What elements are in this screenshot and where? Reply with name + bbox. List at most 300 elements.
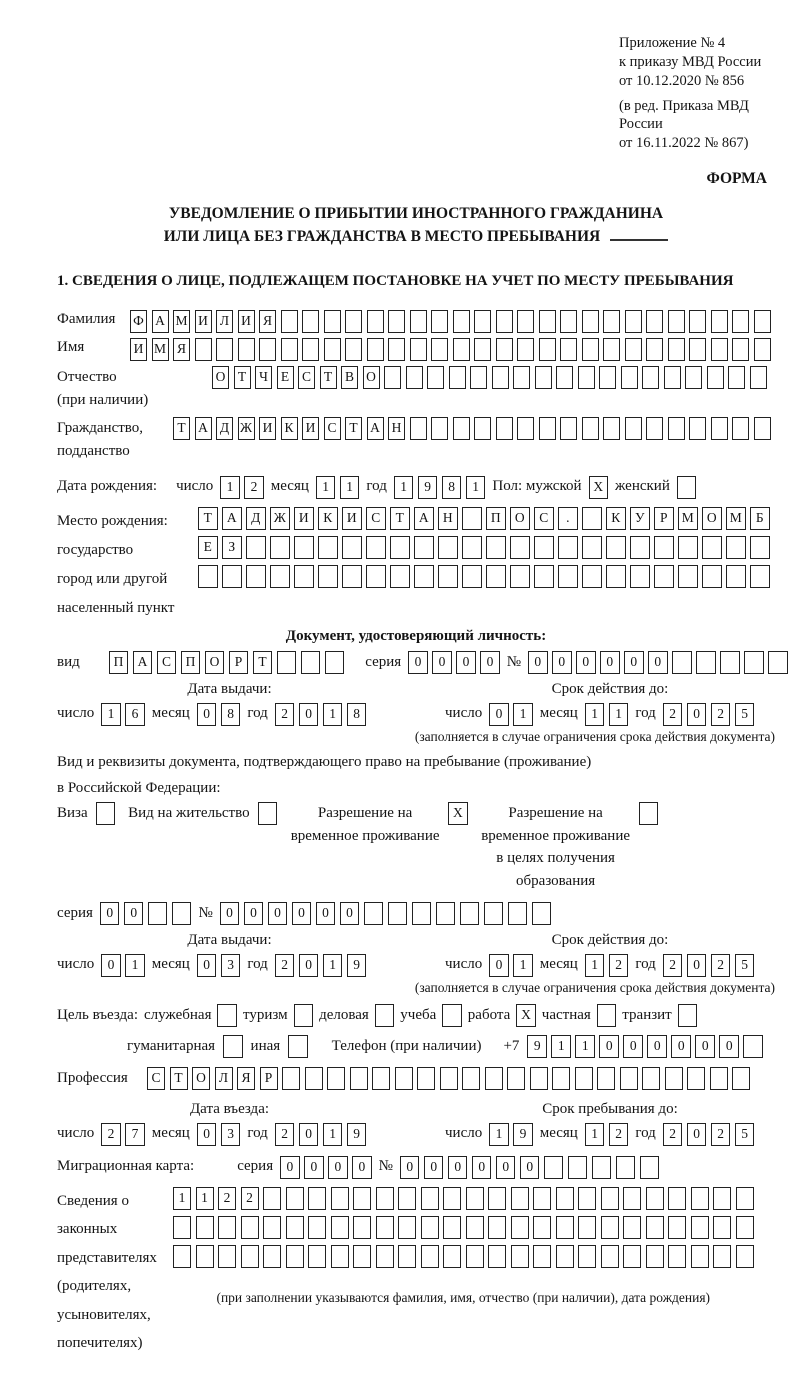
form-cell[interactable] <box>654 565 674 588</box>
form-cell[interactable] <box>442 1004 462 1027</box>
form-cell[interactable] <box>438 565 458 588</box>
form-cell[interactable]: 0 <box>671 1035 691 1058</box>
form-cell[interactable] <box>440 1067 458 1090</box>
form-cell[interactable] <box>530 1067 548 1090</box>
form-cell[interactable]: 5 <box>735 954 755 977</box>
form-cell[interactable]: О <box>363 366 380 389</box>
form-cell[interactable] <box>668 310 685 333</box>
form-cell[interactable] <box>438 536 458 559</box>
form-cell[interactable] <box>449 366 466 389</box>
form-cell[interactable]: 2 <box>663 954 683 977</box>
form-cell[interactable] <box>466 1245 484 1268</box>
form-cell[interactable] <box>488 1216 506 1239</box>
form-cell[interactable]: 2 <box>241 1187 259 1210</box>
form-cell[interactable] <box>732 417 749 440</box>
form-cell[interactable] <box>623 1216 641 1239</box>
form-cell[interactable] <box>345 338 362 361</box>
form-cell[interactable] <box>453 417 470 440</box>
form-cell[interactable]: 1 <box>489 1123 509 1146</box>
form-cell[interactable]: X <box>448 802 468 825</box>
form-cell[interactable]: С <box>147 1067 165 1090</box>
form-cell[interactable] <box>534 536 554 559</box>
form-cell[interactable]: 0 <box>528 651 548 674</box>
form-cell[interactable] <box>222 565 242 588</box>
form-cell[interactable]: 0 <box>687 1123 707 1146</box>
form-cell[interactable] <box>592 1156 612 1179</box>
form-cell[interactable] <box>711 417 728 440</box>
form-cell[interactable]: 0 <box>480 651 500 674</box>
form-cell[interactable] <box>646 1216 664 1239</box>
form-cell[interactable] <box>511 1245 529 1268</box>
form-cell[interactable] <box>533 1216 551 1239</box>
form-cell[interactable]: И <box>302 417 319 440</box>
form-cell[interactable] <box>732 310 749 333</box>
form-cell[interactable]: 1 <box>323 1123 343 1146</box>
form-cell[interactable] <box>496 338 513 361</box>
form-cell[interactable]: 0 <box>408 651 428 674</box>
form-cell[interactable] <box>582 565 602 588</box>
form-cell[interactable]: 0 <box>197 1123 217 1146</box>
form-cell[interactable]: С <box>298 366 315 389</box>
form-cell[interactable] <box>689 338 706 361</box>
form-cell[interactable]: 0 <box>719 1035 739 1058</box>
form-cell[interactable] <box>639 802 659 825</box>
form-cell[interactable] <box>263 1245 281 1268</box>
form-cell[interactable] <box>556 1187 574 1210</box>
form-cell[interactable] <box>388 338 405 361</box>
form-cell[interactable] <box>367 310 384 333</box>
form-cell[interactable]: 5 <box>735 703 755 726</box>
form-cell[interactable] <box>720 651 740 674</box>
form-cell[interactable]: 0 <box>496 1156 516 1179</box>
form-cell[interactable]: Е <box>277 366 294 389</box>
form-cell[interactable] <box>431 310 448 333</box>
form-cell[interactable] <box>630 536 650 559</box>
form-cell[interactable]: X <box>589 476 609 499</box>
form-cell[interactable]: П <box>109 651 129 674</box>
form-cell[interactable]: Я <box>259 310 276 333</box>
form-cell[interactable]: 1 <box>125 954 145 977</box>
form-cell[interactable]: 2 <box>244 476 264 499</box>
form-cell[interactable] <box>366 536 386 559</box>
form-cell[interactable]: 0 <box>489 703 509 726</box>
form-cell[interactable] <box>353 1187 371 1210</box>
form-cell[interactable] <box>568 1156 588 1179</box>
form-cell[interactable]: 0 <box>687 954 707 977</box>
form-cell[interactable]: 1 <box>585 954 605 977</box>
form-cell[interactable]: 1 <box>585 703 605 726</box>
form-cell[interactable] <box>689 417 706 440</box>
form-cell[interactable] <box>258 802 278 825</box>
form-cell[interactable] <box>606 565 626 588</box>
form-cell[interactable]: 0 <box>244 902 264 925</box>
form-cell[interactable]: Т <box>173 417 190 440</box>
form-cell[interactable] <box>238 338 255 361</box>
form-cell[interactable] <box>678 536 698 559</box>
form-cell[interactable] <box>620 1067 638 1090</box>
form-cell[interactable]: 0 <box>520 1156 540 1179</box>
form-cell[interactable]: X <box>516 1004 536 1027</box>
form-cell[interactable] <box>707 366 724 389</box>
form-cell[interactable]: А <box>133 651 153 674</box>
form-cell[interactable] <box>750 366 767 389</box>
form-cell[interactable]: 2 <box>711 703 731 726</box>
form-cell[interactable] <box>582 338 599 361</box>
form-cell[interactable] <box>582 417 599 440</box>
form-cell[interactable]: Б <box>750 507 770 530</box>
form-cell[interactable] <box>196 1245 214 1268</box>
form-cell[interactable]: Д <box>216 417 233 440</box>
form-cell[interactable] <box>218 1245 236 1268</box>
form-cell[interactable] <box>668 417 685 440</box>
form-cell[interactable] <box>302 338 319 361</box>
form-cell[interactable] <box>539 417 556 440</box>
form-cell[interactable]: 0 <box>292 902 312 925</box>
form-cell[interactable]: 0 <box>280 1156 300 1179</box>
form-cell[interactable] <box>453 338 470 361</box>
form-cell[interactable] <box>259 338 276 361</box>
form-cell[interactable] <box>603 417 620 440</box>
form-cell[interactable]: М <box>152 338 169 361</box>
form-cell[interactable] <box>621 366 638 389</box>
form-cell[interactable] <box>388 310 405 333</box>
form-cell[interactable] <box>443 1187 461 1210</box>
form-cell[interactable]: 1 <box>196 1187 214 1210</box>
form-cell[interactable]: Ф <box>130 310 147 333</box>
form-cell[interactable] <box>533 1187 551 1210</box>
form-cell[interactable]: Е <box>198 536 218 559</box>
form-cell[interactable]: К <box>281 417 298 440</box>
form-cell[interactable] <box>664 366 681 389</box>
form-cell[interactable]: 0 <box>489 954 509 977</box>
form-cell[interactable] <box>390 565 410 588</box>
form-cell[interactable] <box>625 417 642 440</box>
form-cell[interactable] <box>710 1067 728 1090</box>
form-cell[interactable] <box>331 1187 349 1210</box>
form-cell[interactable] <box>198 565 218 588</box>
form-cell[interactable] <box>342 565 362 588</box>
form-cell[interactable]: И <box>259 417 276 440</box>
form-cell[interactable]: 0 <box>340 902 360 925</box>
form-cell[interactable]: 1 <box>173 1187 191 1210</box>
form-cell[interactable]: О <box>510 507 530 530</box>
form-cell[interactable] <box>331 1245 349 1268</box>
form-cell[interactable] <box>544 1156 564 1179</box>
form-cell[interactable]: 1 <box>551 1035 571 1058</box>
form-cell[interactable]: Т <box>320 366 337 389</box>
form-cell[interactable] <box>711 310 728 333</box>
form-cell[interactable] <box>575 1067 593 1090</box>
form-cell[interactable] <box>410 310 427 333</box>
form-cell[interactable]: 0 <box>328 1156 348 1179</box>
form-cell[interactable] <box>466 1187 484 1210</box>
form-cell[interactable] <box>436 902 456 925</box>
form-cell[interactable]: 0 <box>197 703 217 726</box>
form-cell[interactable] <box>324 310 341 333</box>
form-cell[interactable] <box>486 536 506 559</box>
form-cell[interactable] <box>513 366 530 389</box>
form-cell[interactable] <box>603 310 620 333</box>
form-cell[interactable] <box>640 1156 660 1179</box>
form-cell[interactable] <box>376 1216 394 1239</box>
form-cell[interactable]: 9 <box>347 954 367 977</box>
form-cell[interactable]: М <box>726 507 746 530</box>
form-cell[interactable] <box>736 1216 754 1239</box>
form-cell[interactable] <box>327 1067 345 1090</box>
form-cell[interactable] <box>691 1187 709 1210</box>
form-cell[interactable] <box>616 1156 636 1179</box>
form-cell[interactable] <box>668 1245 686 1268</box>
form-cell[interactable]: 0 <box>299 1123 319 1146</box>
form-cell[interactable]: Л <box>216 310 233 333</box>
form-cell[interactable]: 9 <box>513 1123 533 1146</box>
form-cell[interactable]: Н <box>438 507 458 530</box>
form-cell[interactable]: 8 <box>442 476 462 499</box>
form-cell[interactable]: К <box>606 507 626 530</box>
form-cell[interactable] <box>711 338 728 361</box>
form-cell[interactable] <box>281 310 298 333</box>
form-cell[interactable] <box>217 1004 237 1027</box>
form-cell[interactable] <box>376 1245 394 1268</box>
form-cell[interactable] <box>412 902 432 925</box>
form-cell[interactable]: И <box>130 338 147 361</box>
form-cell[interactable] <box>517 338 534 361</box>
form-cell[interactable] <box>406 366 423 389</box>
form-cell[interactable] <box>294 1004 314 1027</box>
form-cell[interactable]: А <box>414 507 434 530</box>
form-cell[interactable] <box>372 1067 390 1090</box>
form-cell[interactable]: И <box>342 507 362 530</box>
form-cell[interactable] <box>484 902 504 925</box>
form-cell[interactable] <box>318 536 338 559</box>
form-cell[interactable] <box>599 366 616 389</box>
form-cell[interactable] <box>398 1216 416 1239</box>
form-cell[interactable] <box>713 1216 731 1239</box>
form-cell[interactable]: 1 <box>609 703 629 726</box>
form-cell[interactable]: 3 <box>221 954 241 977</box>
form-cell[interactable]: 2 <box>663 1123 683 1146</box>
form-cell[interactable] <box>743 1035 763 1058</box>
form-cell[interactable] <box>270 536 290 559</box>
form-cell[interactable] <box>286 1187 304 1210</box>
form-cell[interactable] <box>578 1187 596 1210</box>
form-cell[interactable] <box>488 1245 506 1268</box>
form-cell[interactable] <box>277 651 297 674</box>
form-cell[interactable]: 9 <box>418 476 438 499</box>
form-cell[interactable]: 2 <box>609 954 629 977</box>
form-cell[interactable] <box>427 366 444 389</box>
form-cell[interactable] <box>390 536 410 559</box>
form-cell[interactable] <box>556 366 573 389</box>
form-cell[interactable] <box>294 565 314 588</box>
form-cell[interactable]: 0 <box>352 1156 372 1179</box>
form-cell[interactable]: В <box>341 366 358 389</box>
form-cell[interactable]: С <box>366 507 386 530</box>
form-cell[interactable] <box>646 1187 664 1210</box>
form-cell[interactable] <box>288 1035 308 1058</box>
form-cell[interactable]: 0 <box>687 703 707 726</box>
form-cell[interactable]: 2 <box>101 1123 121 1146</box>
form-cell[interactable] <box>325 651 345 674</box>
form-cell[interactable] <box>728 366 745 389</box>
form-cell[interactable] <box>713 1187 731 1210</box>
form-cell[interactable] <box>750 536 770 559</box>
form-cell[interactable] <box>353 1245 371 1268</box>
form-cell[interactable]: 1 <box>513 703 533 726</box>
form-cell[interactable]: 2 <box>711 954 731 977</box>
form-cell[interactable] <box>511 1187 529 1210</box>
form-cell[interactable] <box>173 1245 191 1268</box>
form-cell[interactable] <box>286 1216 304 1239</box>
form-cell[interactable]: А <box>222 507 242 530</box>
form-cell[interactable]: О <box>192 1067 210 1090</box>
form-cell[interactable]: 0 <box>648 651 668 674</box>
form-cell[interactable] <box>560 338 577 361</box>
form-cell[interactable] <box>470 366 487 389</box>
form-cell[interactable] <box>507 1067 525 1090</box>
form-cell[interactable] <box>443 1245 461 1268</box>
form-cell[interactable]: Я <box>237 1067 255 1090</box>
form-cell[interactable] <box>560 310 577 333</box>
form-cell[interactable]: С <box>534 507 554 530</box>
form-cell[interactable]: 3 <box>221 1123 241 1146</box>
form-cell[interactable]: 1 <box>585 1123 605 1146</box>
form-cell[interactable]: Р <box>654 507 674 530</box>
form-cell[interactable] <box>702 536 722 559</box>
form-cell[interactable] <box>398 1245 416 1268</box>
form-cell[interactable]: 1 <box>394 476 414 499</box>
form-cell[interactable] <box>539 338 556 361</box>
form-cell[interactable]: Т <box>345 417 362 440</box>
form-cell[interactable] <box>603 338 620 361</box>
form-cell[interactable] <box>474 338 491 361</box>
form-cell[interactable] <box>558 565 578 588</box>
form-cell[interactable] <box>560 417 577 440</box>
form-cell[interactable]: 1 <box>323 954 343 977</box>
form-cell[interactable] <box>196 1216 214 1239</box>
form-cell[interactable]: 0 <box>599 1035 619 1058</box>
form-cell[interactable]: 0 <box>647 1035 667 1058</box>
form-cell[interactable] <box>410 338 427 361</box>
form-cell[interactable] <box>510 565 530 588</box>
form-cell[interactable]: С <box>324 417 341 440</box>
form-cell[interactable] <box>460 902 480 925</box>
form-cell[interactable] <box>654 536 674 559</box>
form-cell[interactable]: 2 <box>275 954 295 977</box>
form-cell[interactable] <box>308 1187 326 1210</box>
form-cell[interactable] <box>517 417 534 440</box>
form-cell[interactable]: 1 <box>513 954 533 977</box>
form-cell[interactable] <box>517 310 534 333</box>
form-cell[interactable]: А <box>367 417 384 440</box>
form-cell[interactable]: 0 <box>316 902 336 925</box>
form-cell[interactable] <box>417 1067 435 1090</box>
form-cell[interactable]: 0 <box>624 651 644 674</box>
form-cell[interactable] <box>345 310 362 333</box>
form-cell[interactable]: 0 <box>576 651 596 674</box>
form-cell[interactable] <box>713 1245 731 1268</box>
form-cell[interactable] <box>732 1067 750 1090</box>
form-cell[interactable]: 0 <box>400 1156 420 1179</box>
form-cell[interactable] <box>318 565 338 588</box>
form-cell[interactable] <box>732 338 749 361</box>
form-cell[interactable] <box>642 366 659 389</box>
form-cell[interactable] <box>668 1187 686 1210</box>
form-cell[interactable] <box>750 565 770 588</box>
form-cell[interactable]: 0 <box>304 1156 324 1179</box>
form-cell[interactable]: Р <box>229 651 249 674</box>
form-cell[interactable] <box>691 1245 709 1268</box>
form-cell[interactable] <box>218 1216 236 1239</box>
form-cell[interactable] <box>453 310 470 333</box>
form-cell[interactable]: 9 <box>527 1035 547 1058</box>
form-cell[interactable] <box>414 565 434 588</box>
form-cell[interactable] <box>331 1216 349 1239</box>
form-cell[interactable]: 2 <box>663 703 683 726</box>
form-cell[interactable] <box>677 476 697 499</box>
form-cell[interactable] <box>754 417 771 440</box>
form-cell[interactable] <box>630 565 650 588</box>
form-cell[interactable]: 2 <box>275 703 295 726</box>
form-cell[interactable] <box>496 417 513 440</box>
form-cell[interactable] <box>462 507 482 530</box>
form-cell[interactable]: 1 <box>575 1035 595 1058</box>
form-cell[interactable] <box>466 1216 484 1239</box>
form-cell[interactable] <box>195 338 212 361</box>
form-cell[interactable] <box>421 1187 439 1210</box>
form-cell[interactable] <box>376 1187 394 1210</box>
form-cell[interactable]: З <box>222 536 242 559</box>
form-cell[interactable]: 0 <box>220 902 240 925</box>
form-cell[interactable]: И <box>294 507 314 530</box>
form-cell[interactable]: 0 <box>432 651 452 674</box>
form-cell[interactable] <box>623 1245 641 1268</box>
form-cell[interactable] <box>646 417 663 440</box>
form-cell[interactable] <box>263 1216 281 1239</box>
form-cell[interactable] <box>246 565 266 588</box>
form-cell[interactable] <box>474 417 491 440</box>
form-cell[interactable] <box>668 1216 686 1239</box>
form-cell[interactable] <box>672 651 692 674</box>
form-cell[interactable] <box>511 1216 529 1239</box>
form-cell[interactable] <box>488 1187 506 1210</box>
form-cell[interactable] <box>685 366 702 389</box>
form-cell[interactable] <box>172 902 192 925</box>
form-cell[interactable]: Н <box>388 417 405 440</box>
form-cell[interactable] <box>510 536 530 559</box>
form-cell[interactable]: 0 <box>623 1035 643 1058</box>
form-cell[interactable]: . <box>558 507 578 530</box>
form-cell[interactable] <box>696 651 716 674</box>
form-cell[interactable]: 0 <box>695 1035 715 1058</box>
form-cell[interactable] <box>281 338 298 361</box>
form-cell[interactable] <box>241 1245 259 1268</box>
form-cell[interactable] <box>754 310 771 333</box>
form-cell[interactable]: 1 <box>101 703 121 726</box>
form-cell[interactable] <box>556 1216 574 1239</box>
form-cell[interactable] <box>539 310 556 333</box>
form-cell[interactable] <box>534 565 554 588</box>
form-cell[interactable] <box>665 1067 683 1090</box>
form-cell[interactable] <box>308 1216 326 1239</box>
form-cell[interactable] <box>691 1216 709 1239</box>
form-cell[interactable]: С <box>157 651 177 674</box>
form-cell[interactable] <box>367 338 384 361</box>
form-cell[interactable]: Т <box>170 1067 188 1090</box>
form-cell[interactable] <box>241 1216 259 1239</box>
form-cell[interactable] <box>768 651 788 674</box>
form-cell[interactable]: 1 <box>323 703 343 726</box>
